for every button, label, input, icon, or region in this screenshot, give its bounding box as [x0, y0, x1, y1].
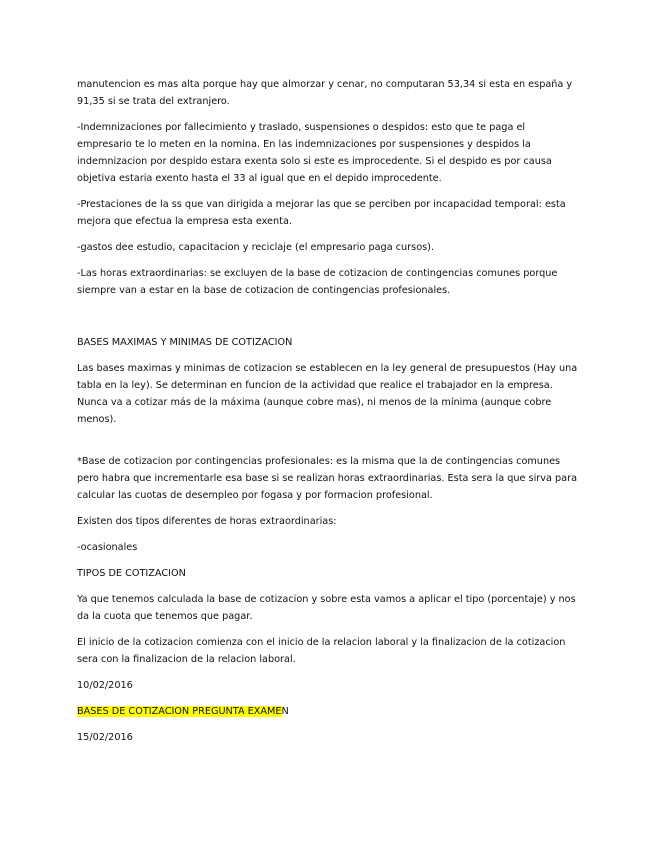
paragraph-horas-extraordinarias: -Las horas extraordinarias: se excluyen de la base de cotizacion de contingencias comunes porque siempre van a estar en la base de cotizacion de contingencias profesionales. — [77, 268, 558, 296]
heading-bases-maximas-minimas: BASES MAXIMAS Y MINIMAS DE COTIZACION — [77, 337, 293, 348]
highlighted-exam-note — [77, 703, 582, 720]
paragraph-gastos-estudio: -gastos dee estudio, capacitacion y reciclaje (el empresario paga cursos). — [77, 242, 435, 253]
paragraph-tipos-horas: Existen dos tipos diferentes de horas extraordinarias: — [77, 516, 337, 527]
highlight-tail: N — [281, 706, 289, 717]
highlight-mark: BASES DE COTIZACION PREGUNTA EXAME — [77, 706, 282, 717]
date-15-02-2016: 15/02/2016 — [77, 732, 133, 743]
spacer — [77, 437, 582, 453]
paragraph-inicio-cotizacion: El inicio de la cotizacion comienza con el inicio de la relacion laboral y la finalizacion de la cotizacion sera con la finalizacion de la relacion laboral. — [77, 637, 566, 665]
paragraph-indemnizaciones: -Indemnizaciones por fallecimiento y traslado, suspensiones o despidos: esto que te paga el empresario te lo meten en la nomina. En las indemnizaciones por suspensiones y despidos la indemnizacion por despido estara exenta solo si este es improcedente. Si el despido es por causa objetiva estaria exento hasta el 33 al igual que en el depido improcedente. — [77, 122, 552, 184]
paragraph-contingencias-profesionales: *Base de cotizacion por contingencias profesionales: es la misma que la de contingencias comunes pero habra que incrementarle esa base si se realizan horas extraordinarias. Esta sera la que sirva para calcular las cuotas de desempleo por fogasa y por formacion profesional. — [77, 456, 578, 501]
spacer — [77, 308, 582, 334]
paragraph-prestaciones: -Prestaciones de la ss que van dirigida a mejorar las que se perciben por incapacidad temporal: esta mejora que efectua la empresa esta exenta. — [77, 199, 566, 227]
paragraph-tipo-porcentaje: Ya que tenemos calculada la base de cotizacion y sobre esta vamos a aplicar el tipo (porcentaje) y nos da la cuota que tenemos que pagar. — [77, 594, 576, 622]
document-body — [77, 76, 582, 755]
paragraph-bases-maximas: Las bases maximas y minimas de cotizacion se establecen en la ley general de presupuestos (Hay una tabla en la ley). Se determinan en funcion de la actividad que realice el trabajador en la empresa. Nunca va a cotizar más de la máxima (aunque cobre mas), ni menos de la mínima (aunque cobre menos). — [77, 363, 578, 425]
list-item-ocasionales: -ocasionales — [77, 542, 138, 553]
paragraph-manutencion: manutencion es mas alta porque hay que almorzar y cenar, no computaran 53,34 si esta en españa y 91,35 si se trata del extranjero. — [77, 79, 573, 107]
date-10-02-2016: 10/02/2016 — [77, 680, 133, 691]
heading-tipos-cotizacion: TIPOS DE COTIZACION — [77, 568, 186, 579]
